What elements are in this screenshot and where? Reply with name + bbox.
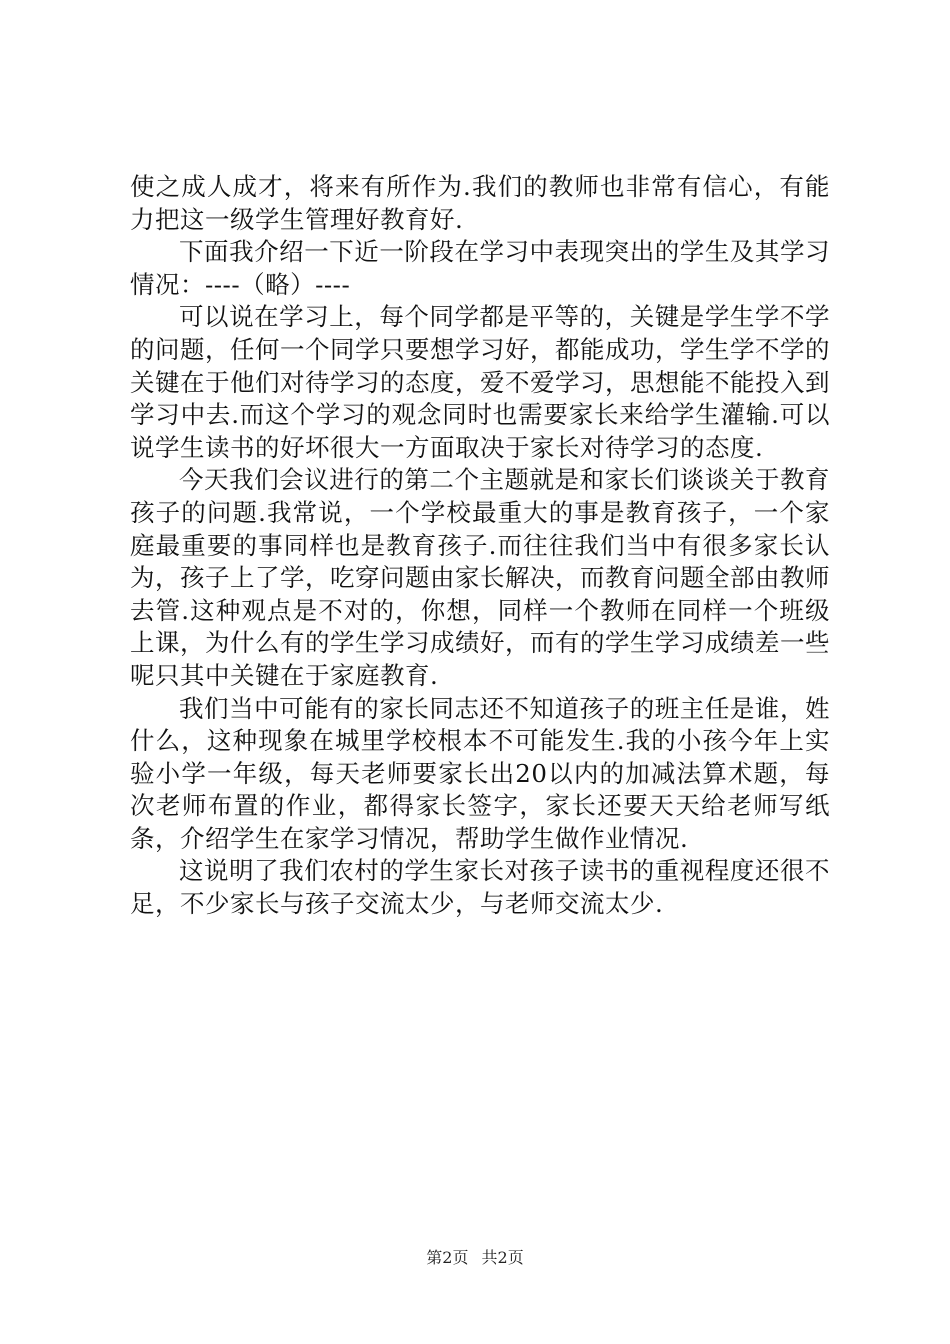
paragraph-continued: 使之成人成才，将来有所作为.我们的教师也非常有信心，有能力把这一级学生管理好教育好.: [130, 172, 830, 234]
paragraph-outstanding-students: 下面我介绍一下近一阶段在学习中表现突出的学生及其学习情况：----（略）----: [130, 237, 830, 299]
paragraph-learning-attitude: 可以说在学习上，每个同学都是平等的，关键是学生学不学的问题，任何一个同学只要想学习好，都能成功，学生学不学的关键在于他们对待学习的态度，爱不爱学习，思想能不能投入到学习中去.而这个学习的观念同时也需要家长来给学生灌输.可以说学生读书的好坏很大一方面取决于家长对待学习的态度.: [130, 302, 830, 462]
paragraph-conclusion: 这说明了我们农村的学生家长对孩子读书的重视程度还很不足，不少家长与孩子交流太少，与老师交流太少.: [130, 856, 830, 919]
paragraph-second-topic: 今天我们会议进行的第二个主题就是和家长们谈谈关于教育孩子的问题.我常说，一个学校最重大的事是教育孩子，一个家庭最重要的事同样也是教育孩子.而往往我们当中有很多家长认为，孩子上了学，吃穿问题由家长解决，而教育问题全部由教师去管.这种观点是不对的，你想，同样一个教师在同样一个班级上课，为什么有的学生学习成绩好，而有的学生学习成绩差一些呢只其中关键在于家庭教育.: [130, 465, 830, 690]
page-footer: [0, 1245, 950, 1268]
document-body: [130, 171, 830, 921]
paragraph-city-school-example: 我们当中可能有的家长同志还不知道孩子的班主任是谁，姓什么，这种现象在城里学校根本不可能发生.我的小孩今年上实验小学一年级，每天老师要家长出20以内的加减法算术题，每次老师布置的作业，都得家长签字，家长还要天天给老师写纸条，介绍学生在家学习情况，帮助学生做作业情况.: [130, 693, 830, 853]
page-number-current: 第2页: [426, 1248, 469, 1267]
page-number-total: 共2页: [481, 1248, 524, 1267]
